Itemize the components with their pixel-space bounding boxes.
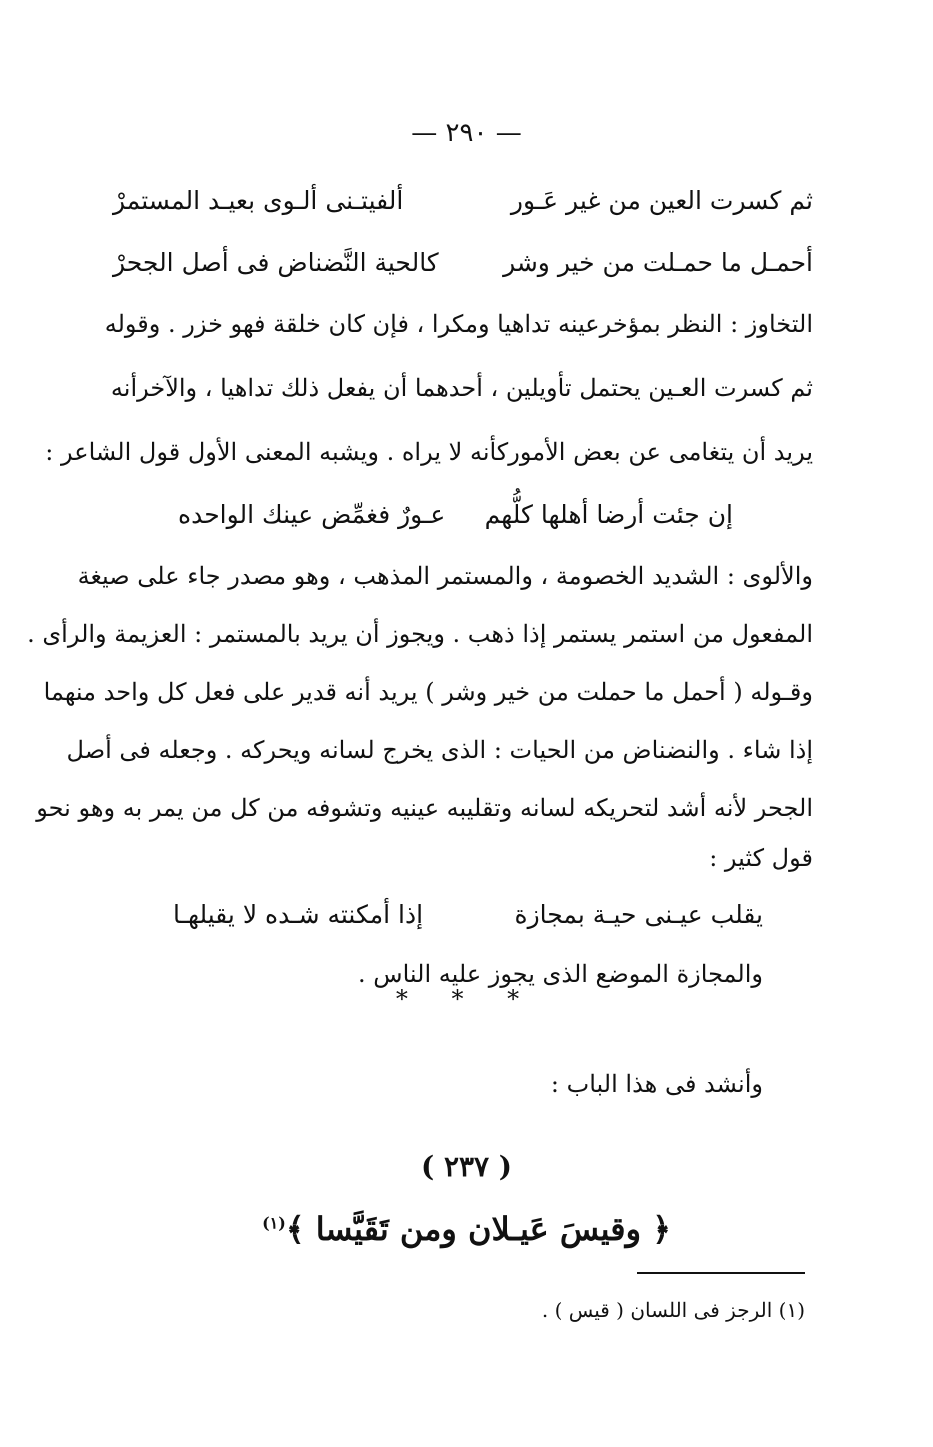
verse-3-first-hemistich: إن جئت أرضا أهلها كلُّهم bbox=[484, 500, 733, 529]
prose-line: يريد أن يتغامى عن بعض الأموركأنه لا يراه . ويشبه المعنى الأول قول الشاعر : bbox=[45, 438, 813, 466]
verse-1-first-hemistich: ثم كسرت العين من غير عَـور bbox=[510, 186, 813, 215]
entry-number: ( ٢٣٧ ) bbox=[420, 1150, 513, 1183]
verse-1-second-hemistich: ألفيتـنى ألـوى بعيـد المستمرْ bbox=[113, 186, 404, 215]
verse-4-second-hemistich: إذا أمكنته شـده لا يقيلهـا bbox=[173, 900, 424, 929]
verse-4-first-hemistich: يقلب عيـنى حيـة بمجازة bbox=[514, 900, 763, 929]
verse-line-4 bbox=[173, 900, 763, 929]
verse-line-1 bbox=[113, 186, 813, 215]
footnote-divider bbox=[637, 1272, 805, 1274]
verse-2-second-hemistich: كالحية النَّضناض فى أصل الجحرْ bbox=[113, 248, 439, 277]
prose-line: والألوى : الشديد الخصومة ، والمستمر المذهب ، وهو مصدر جاء على صيغة bbox=[77, 562, 813, 590]
prose-line: وأنشد فى هذا الباب : bbox=[550, 1070, 763, 1098]
page-number: — ٢٩٠ — bbox=[411, 118, 522, 148]
prose-line: التخاوز : النظر بمؤخرعينه تداهيا ومكرا ، فإن كان خلقة فهو خزر . وقوله bbox=[104, 310, 813, 338]
footnote-marker: (١) bbox=[262, 1213, 286, 1233]
prose-line: والمجازة الموضع الذى يجوز عليه الناس . bbox=[358, 960, 763, 988]
footnote: (١) الرجز فى اللسان ( قيس ) . bbox=[541, 1298, 805, 1322]
verse-2-first-hemistich: أحمـل ما حمـلت من خير وشر bbox=[503, 248, 813, 277]
section-separator-stars: * * * bbox=[395, 985, 538, 1013]
prose-line: المفعول من استمر يستمر إذا ذهب . ويجوز أن يريد بالمستمر : العزيمة والرأى . bbox=[27, 620, 813, 648]
entry-title bbox=[0, 1210, 933, 1248]
verse-line-3 bbox=[178, 500, 733, 529]
prose-line: الجحر لأنه أشد لتحريكه لسانه وتقليبه عينيه وتشوفه من كل من يمر به وهو نحو bbox=[36, 794, 813, 822]
verse-line-2 bbox=[113, 248, 813, 277]
verse-3-second-hemistich: عـورٌ فغمِّض عينك الواحده bbox=[178, 500, 446, 529]
prose-line: ثم كسرت العـين يحتمل تأويلين ، أحدهما أن يفعل ذلك تداهيا ، والآخرأنه bbox=[110, 374, 813, 402]
entry-title-text: ﴿ وقيسَ عَيـلان ومن تَقَيَّسا ﴾ bbox=[285, 1210, 671, 1248]
prose-line: قول كثير : bbox=[709, 844, 813, 872]
prose-line: إذا شاء . والنضناض من الحيات : الذى يخرج لسانه ويحركه . وجعله فى أصل bbox=[66, 736, 813, 764]
prose-line: وقـوله ( أحمل ما حملت من خير وشر ) يريد أنه قدير على فعل كل واحد منهما bbox=[43, 678, 813, 706]
